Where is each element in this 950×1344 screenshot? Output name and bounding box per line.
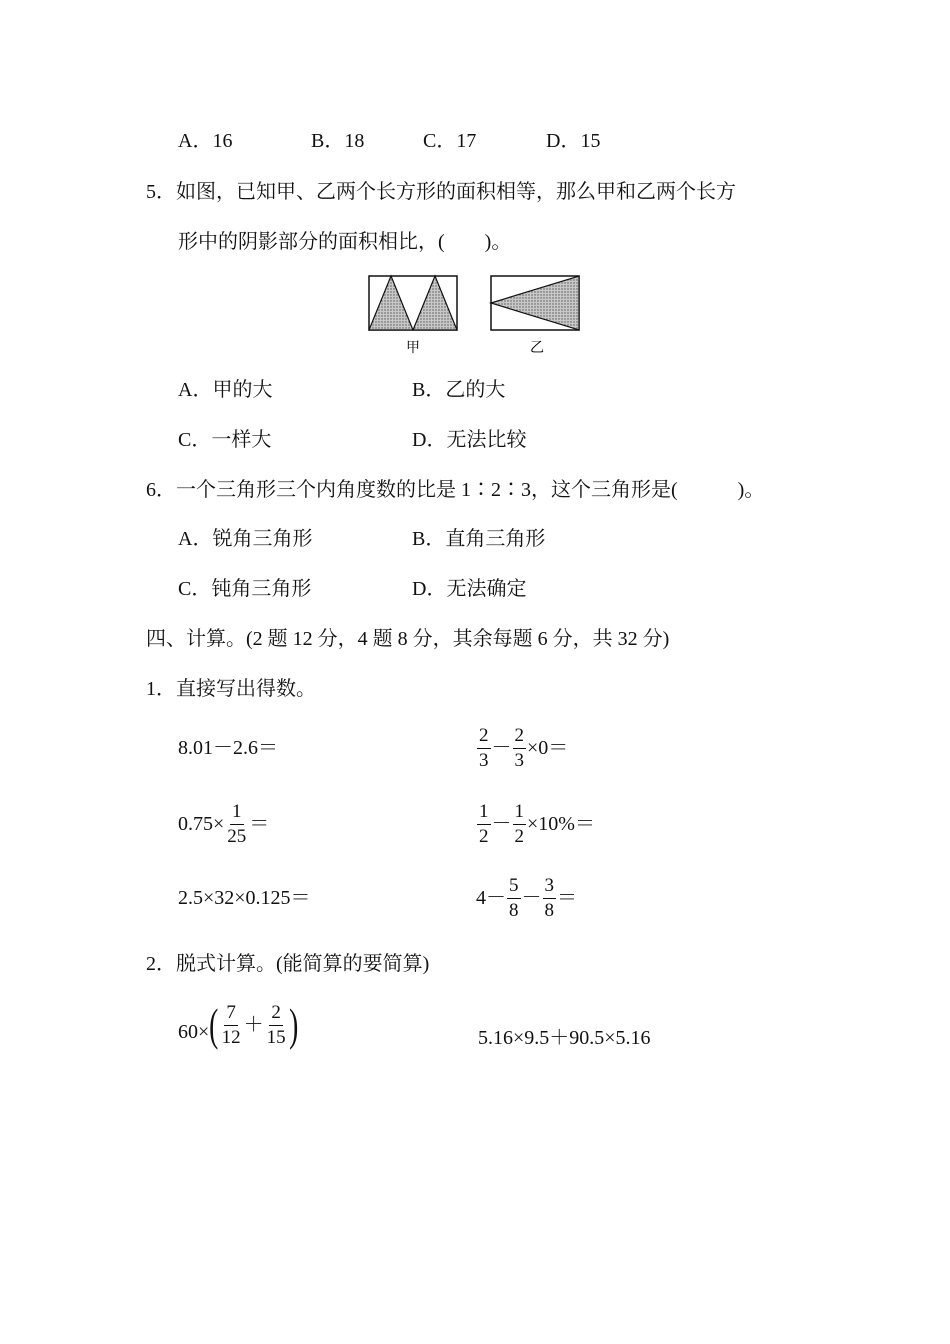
numerator: 1 xyxy=(477,802,491,825)
q5-option-c: C．一样大 xyxy=(178,429,272,451)
figure-label-jia: 甲 xyxy=(406,340,420,356)
numerator: 7 xyxy=(224,1003,238,1026)
calc-expr-6 xyxy=(476,876,577,921)
denominator: 2 xyxy=(514,825,524,847)
denominator: 8 xyxy=(509,899,519,921)
q6-option-c: C．钝角三角形 xyxy=(178,578,312,600)
numerator: 2 xyxy=(269,1003,283,1026)
operator: ＋ xyxy=(243,1014,264,1036)
denominator: 3 xyxy=(479,749,489,771)
numerator: 3 xyxy=(543,876,557,899)
rect-jia xyxy=(369,276,457,330)
q5-option-d: D．无法比较 xyxy=(412,429,527,451)
q5-option-a: A．甲的大 xyxy=(178,379,273,401)
fraction xyxy=(543,876,557,921)
section4-q2-title: 2．脱式计算。(能简算的要简算) xyxy=(146,953,430,975)
section4-title: 四、计算。(2 题 12 分，4 题 8 分，其余每题 6 分，共 32 分) xyxy=(146,628,670,650)
denominator: 12 xyxy=(221,1026,241,1048)
denominator: 2 xyxy=(479,825,489,847)
calc-expr-8: 5.16×9.5＋90.5×5.16 xyxy=(478,1027,651,1049)
numerator: 5 xyxy=(507,876,521,899)
fraction xyxy=(513,802,527,847)
fraction xyxy=(513,726,527,771)
q5-stem-line2: 形中的阴影部分的面积相比，( )。 xyxy=(178,231,512,253)
fraction xyxy=(507,876,521,921)
expr-tail: ＝ xyxy=(557,887,577,910)
calc-expr-4 xyxy=(476,802,595,847)
denominator: 25 xyxy=(227,825,247,847)
expr-prefix: 4－ xyxy=(476,887,506,910)
calc-expr-2 xyxy=(476,726,568,771)
operator: － xyxy=(491,737,512,760)
operator: － xyxy=(491,813,512,836)
denominator: 15 xyxy=(266,1026,286,1048)
left-paren: ( xyxy=(209,999,219,1050)
calc-expr-7 xyxy=(178,999,298,1050)
section4-q1-title: 1．直接写出得数。 xyxy=(146,678,316,700)
fraction xyxy=(477,802,491,847)
right-paren: ) xyxy=(288,999,298,1050)
fraction xyxy=(265,1003,288,1048)
numerator: 1 xyxy=(513,802,527,825)
expr-prefix: 60× xyxy=(178,1021,210,1043)
rect-yi xyxy=(491,276,579,330)
q4-option-b: B．18 xyxy=(311,130,365,152)
calc-expr-3 xyxy=(178,802,269,847)
q6-stem: 6．一个三角形三个内角度数的比是 1∶2∶3，这个三角形是( )。 xyxy=(146,479,765,501)
q4-option-c: C．17 xyxy=(423,130,477,152)
q5-option-b: B．乙的大 xyxy=(412,379,506,401)
denominator: 3 xyxy=(514,749,524,771)
expr-prefix: 0.75× xyxy=(178,813,225,836)
q6-option-d: D．无法确定 xyxy=(412,578,527,600)
calc-expr-5: 2.5×32×0.125＝ xyxy=(178,887,311,909)
q4-option-a: A．16 xyxy=(178,130,233,152)
q6-option-a: A．锐角三角形 xyxy=(178,528,313,550)
fraction xyxy=(225,802,248,847)
numerator: 2 xyxy=(477,726,491,749)
fraction xyxy=(220,1003,243,1048)
denominator: 8 xyxy=(544,899,554,921)
expr-tail: ×10%＝ xyxy=(527,813,595,836)
fraction xyxy=(477,726,491,771)
numerator: 1 xyxy=(230,802,244,825)
q5-stem-line1: 5．如图，已知甲、乙两个长方形的面积相等，那么甲和乙两个长方 xyxy=(146,181,736,203)
operator: － xyxy=(521,887,542,910)
q6-option-b: B．直角三角形 xyxy=(412,528,546,550)
q4-option-d: D．15 xyxy=(546,130,601,152)
expr-tail: ×0＝ xyxy=(527,737,569,760)
calc-expr-1: 8.01－2.6＝ xyxy=(178,737,278,759)
expr-tail: ＝ xyxy=(249,813,270,836)
figure-label-yi: 乙 xyxy=(530,340,544,356)
q5-figure xyxy=(360,270,590,360)
numerator: 2 xyxy=(513,726,527,749)
